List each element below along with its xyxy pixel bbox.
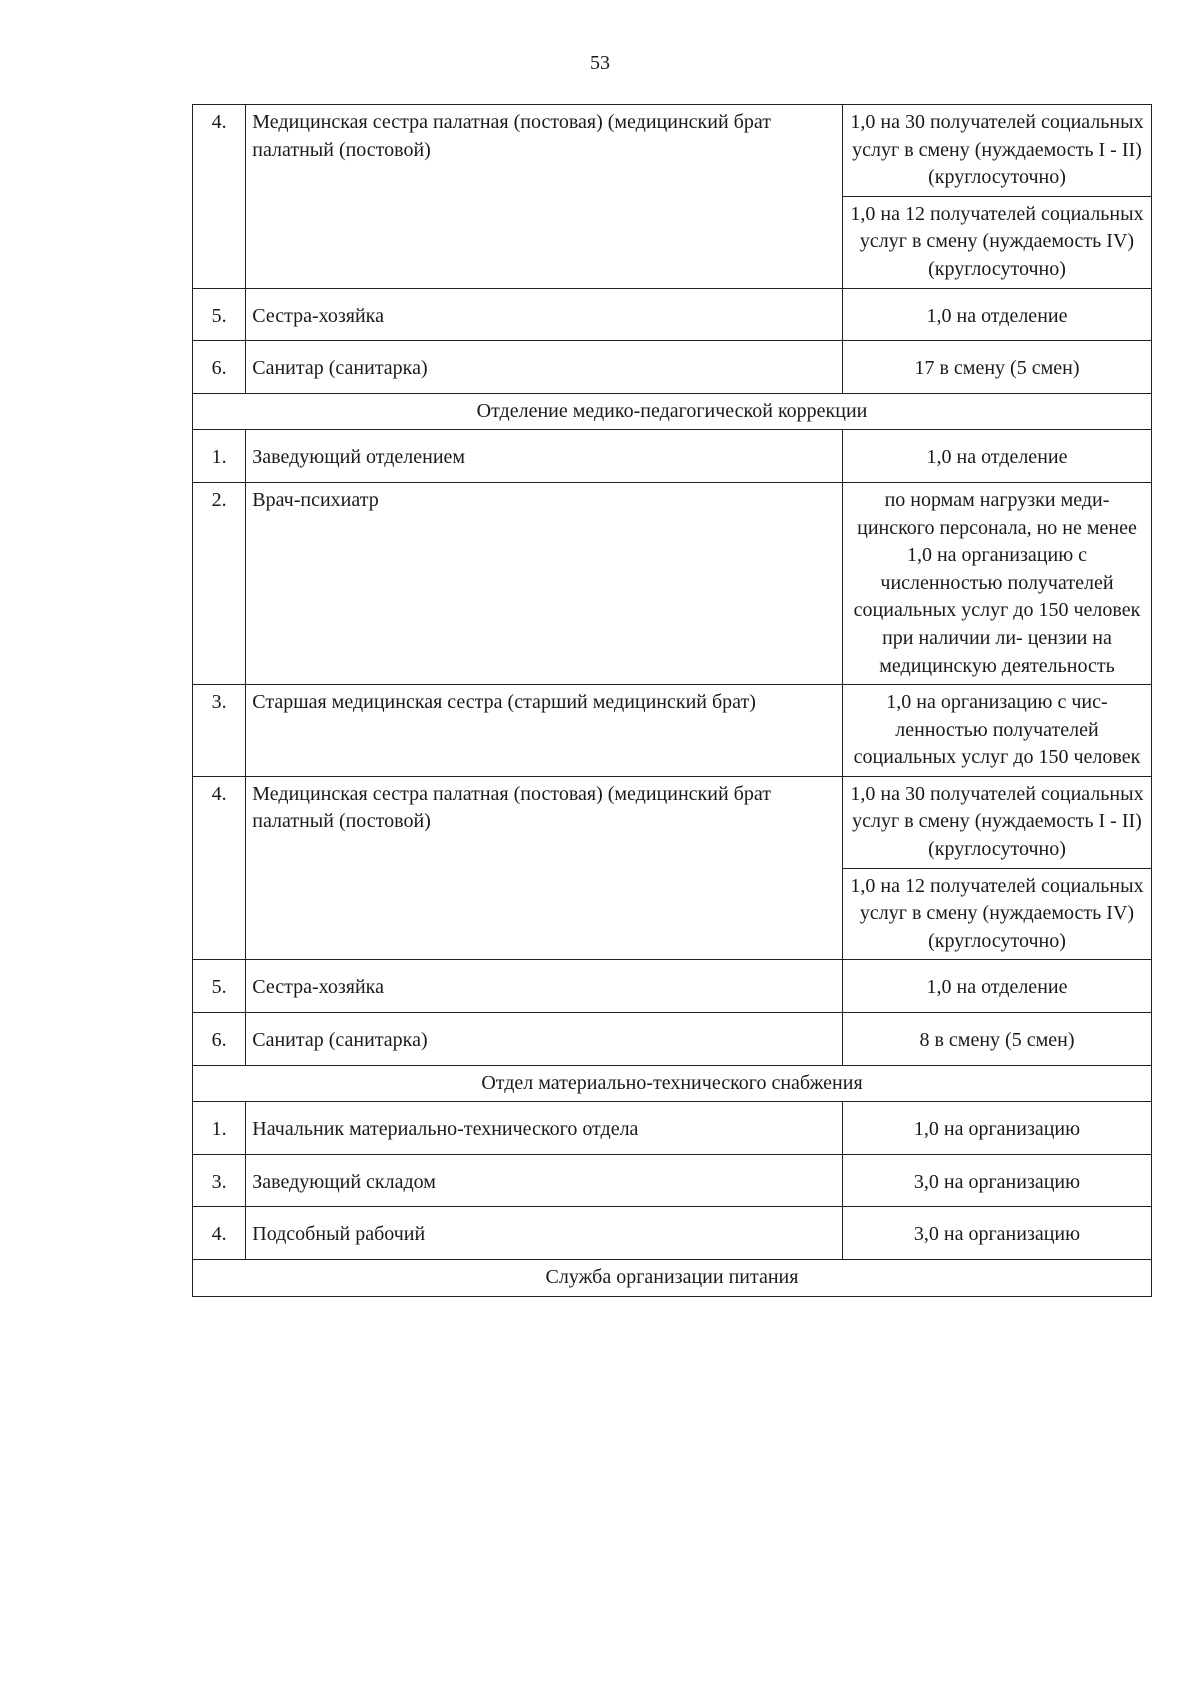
row-number: 6.	[193, 341, 246, 394]
row-number: 3.	[193, 1154, 246, 1207]
position-name: Заведующий отделением	[246, 430, 843, 483]
position-name: Санитар (санитарка)	[246, 1013, 843, 1066]
table-row	[193, 1102, 1152, 1155]
table-row	[193, 960, 1152, 1013]
table-row	[193, 105, 1152, 197]
staff-norm: 1,0 на 30 получателей социальных услуг в смену (нуждаемость I - II) (круглосуточно)	[842, 105, 1151, 197]
table-row	[193, 341, 1152, 394]
position-name: Санитар (санитарка)	[246, 341, 843, 394]
position-name: Сестра-хозяйка	[246, 960, 843, 1013]
staffing-table-body	[193, 105, 1152, 1297]
row-number: 1.	[193, 430, 246, 483]
section-row	[193, 393, 1152, 430]
table-row	[193, 482, 1152, 684]
row-number: 4.	[193, 1207, 246, 1260]
section-title: Отделение медико-педагогической коррекции	[193, 393, 1152, 430]
position-name: Медицинская сестра палатная (постовая) (медицинский брат палатный (постовой)	[246, 105, 843, 289]
table-row	[193, 288, 1152, 341]
staff-norm: 1,0 на отделение	[842, 960, 1151, 1013]
section-row	[193, 1065, 1152, 1102]
staff-norm: 1,0 на организацию с чис- ленностью получателей социальных услуг до 150 человек	[842, 685, 1151, 777]
staff-norm: 3,0 на организацию	[842, 1207, 1151, 1260]
staff-norm: 1,0 на отделение	[842, 288, 1151, 341]
position-name: Начальник материально-технического отдела	[246, 1102, 843, 1155]
staff-norm: 1,0 на 30 получателей социальных услуг в смену (нуждаемость I - II) (круглосуточно)	[842, 776, 1151, 868]
staff-norm: 17 в смену (5 смен)	[842, 341, 1151, 394]
row-number: 6.	[193, 1013, 246, 1066]
position-name: Заведующий складом	[246, 1154, 843, 1207]
staff-norm: 8 в смену (5 смен)	[842, 1013, 1151, 1066]
row-number: 5.	[193, 288, 246, 341]
staff-norm: 1,0 на 12 получателей социальных услуг в смену (нуждаемость IV) (круглосуточно)	[842, 196, 1151, 288]
table-row	[193, 1207, 1152, 1260]
position-name: Медицинская сестра палатная (постовая) (медицинский брат палатный (постовой)	[246, 776, 843, 960]
staff-norm: 1,0 на организацию	[842, 1102, 1151, 1155]
position-name: Сестра-хозяйка	[246, 288, 843, 341]
table-row	[193, 776, 1152, 868]
staff-norm: по нормам нагрузки меди- цинского персонала, но не менее 1,0 на организацию с численностью получателей социальных услуг до 150 человек при наличии ли- цензии на медицинскую деятельность	[842, 482, 1151, 684]
section-title: Служба организации питания	[193, 1260, 1152, 1297]
position-name: Подсобный рабочий	[246, 1207, 843, 1260]
position-name: Старшая медицинская сестра (старший медицинский брат)	[246, 685, 843, 777]
row-number: 1.	[193, 1102, 246, 1155]
table-row	[193, 1013, 1152, 1066]
row-number: 3.	[193, 685, 246, 777]
table-row	[193, 685, 1152, 777]
section-title: Отдел материально-технического снабжения	[193, 1065, 1152, 1102]
table-row	[193, 1154, 1152, 1207]
staff-norm: 1,0 на отделение	[842, 430, 1151, 483]
section-row	[193, 1260, 1152, 1297]
staff-norm: 1,0 на 12 получателей социальных услуг в смену (нуждаемость IV) (круглосуточно)	[842, 868, 1151, 960]
page-number: 53	[590, 52, 610, 74]
row-number: 4.	[193, 105, 246, 289]
row-number: 2.	[193, 482, 246, 684]
staff-norm: 3,0 на организацию	[842, 1154, 1151, 1207]
staffing-table	[192, 104, 1152, 1297]
row-number: 4.	[193, 776, 246, 960]
table-row	[193, 430, 1152, 483]
row-number: 5.	[193, 960, 246, 1013]
position-name: Врач-психиатр	[246, 482, 843, 684]
